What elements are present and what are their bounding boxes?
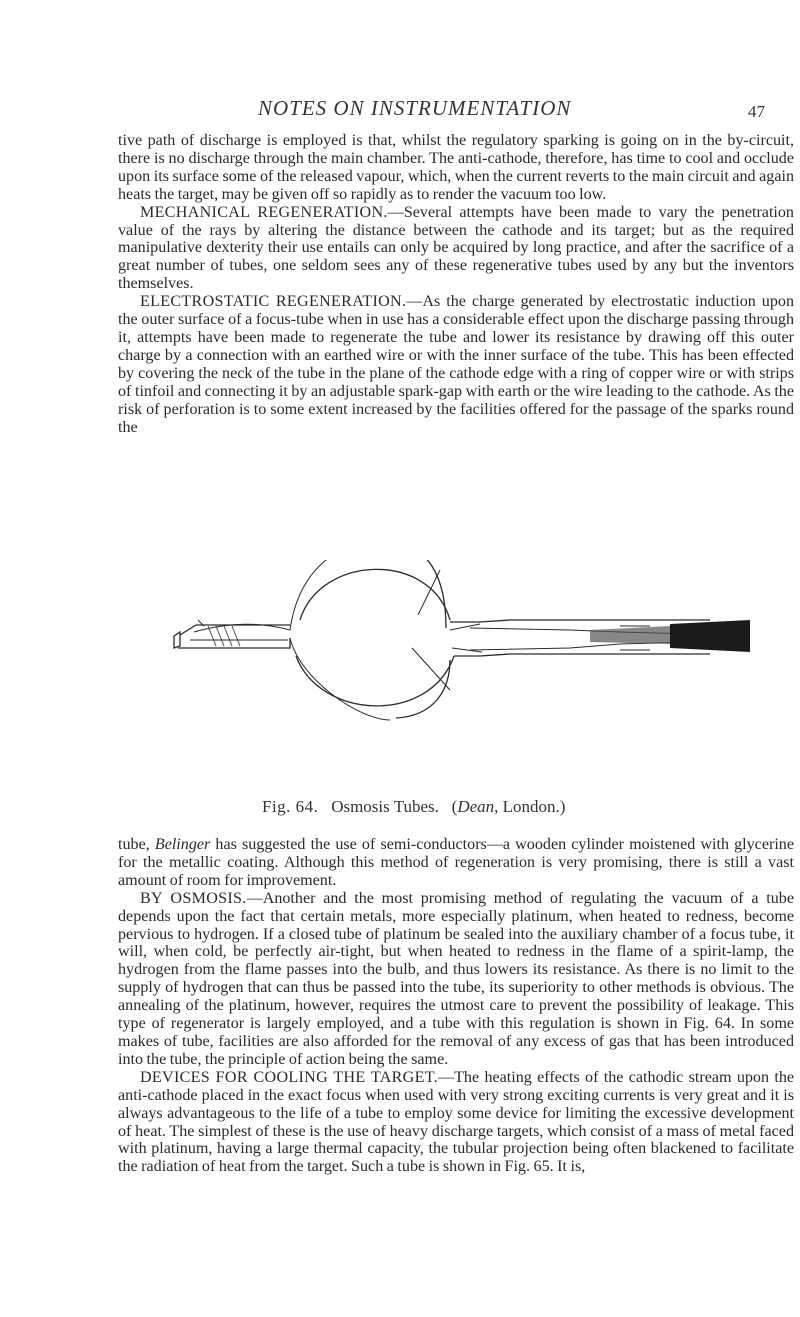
- paragraph: [118, 890, 794, 1069]
- osmosis-tubes-illustration: [150, 560, 790, 790]
- figure-source: (Dean, London.): [451, 797, 566, 816]
- text-block-top: [118, 132, 794, 436]
- paragraph-text: —As the charge generated by electrostatic induction upon the outer surface of a focus-tube when in use has a considerable effect upon the discharge passing through it, attempts have been made to regenerate the tube and lower its resistance by drawing off this outer charge by a connection with an earthed wire or with the inner surface of the tube. This has been effected by covering the neck of the tube in the plane of the cathode edge with a ring of copper wire or with strips of tinfoil and connecting it by an adjustable spark-gap with earth or the wire leading to the cathode. As the risk of perforation is to some extent increased by the facilities offered for the passage of the sparks round the: [118, 293, 794, 436]
- paragraph: [118, 836, 794, 890]
- author-name: Belinger: [154, 836, 211, 853]
- figure-caption: [262, 797, 565, 817]
- paragraph-text: —The heating effects of the cathodic stream upon the anti-cathode placed in the exact focus when used with very strong exciting currents is very great and it is always advantageous to the life of a tube to employ some device for limiting the excessive development of heat. The simplest of these is the use of heavy discharge targets, which consist of a mass of metal faced with platinum, having a large thermal capacity, the tubular projection being often blackened to facilitate the radiation of heat from the target. Such a tube is shown in Fig. 65. It is,: [118, 1068, 795, 1176]
- right-tube-outline: [450, 620, 710, 622]
- paragraph: [118, 204, 794, 294]
- figure-title: Osmosis Tubes.: [331, 797, 439, 816]
- section-heading: DEVICES FOR COOLING THE TARGET.: [140, 1068, 438, 1086]
- section-heading: BY OSMOSIS.: [140, 889, 247, 907]
- figure-source-name: Dean: [457, 797, 495, 816]
- paragraph-text: has suggested the use of semi-conductors—a wooden cylinder moistened with glycerine for the metallic coating. Although this method of regeneration is very promising, there is still a vast amount of room for improvement.: [118, 836, 794, 889]
- paragraph-lead: tube,: [118, 836, 155, 853]
- text-block-bottom: [118, 836, 794, 1176]
- figure-label: Fig. 64.: [262, 797, 319, 816]
- paragraph: [118, 293, 794, 436]
- page-number: 47: [748, 102, 765, 121]
- paragraph-text: —Another and the most promising method of regulating the vacuum of a tube depends upon the fact that certain metals, more especially platinum, when heated to redness, become pervious to hydrogen. If a closed tube of platinum be sealed into the auxiliary chamber of a focus tube, it will, when cold, be perfectly air-tight, but when heated to redness in the flame of a spirit-lamp, the hydrogen from the flame passes into the bulb, and thus lowers its resistance. As there is no limit to the supply of hydrogen that can thus be passed into the tube, its superiority to other methods is obvious. The annealing of the platinum, however, requires the utmost care to prevent the possibility of leakage. This type of regenerator is largely employed, and a tube with this regulation is shown in Fig. 64. In some makes of tube, facilities are also afforded for the removal of any excess of gas that has been introduced into the tube, the principle of action being the same.: [118, 889, 794, 1068]
- section-heading: MECHANICAL REGENERATION.: [140, 203, 388, 221]
- section-heading: ELECTROSTATIC REGENERATION.: [140, 293, 407, 311]
- anode-terminal: [670, 620, 750, 652]
- paragraph: [118, 1069, 794, 1176]
- running-title: NOTES ON INSTRUMENTATION: [258, 96, 572, 120]
- paragraph-text: —Several attempts have been made to vary the penetration value of the rays by altering the distance between the cathode and its target; but as the required manipulative dexterity their use entails can only be acquired by long practice, and after the sacrifice of a great number of tubes, one seldom sees any of these regenerative tubes used by any but the inventors themselves.: [118, 203, 794, 293]
- paragraph-text: tive path of discharge is employed is that, whilst the regulatory sparking is going on in the by-circuit, there is no discharge through the main chamber. The anti-cathode, therefore, has time to cool and occlude upon its surface some of the released vapour, which, when the current reverts to the main circuit and again heats the target, may be given off so rapidly as to render the vacuum too low.: [118, 132, 794, 203]
- figure-source-place: London.: [502, 797, 560, 816]
- paragraph: [118, 132, 794, 204]
